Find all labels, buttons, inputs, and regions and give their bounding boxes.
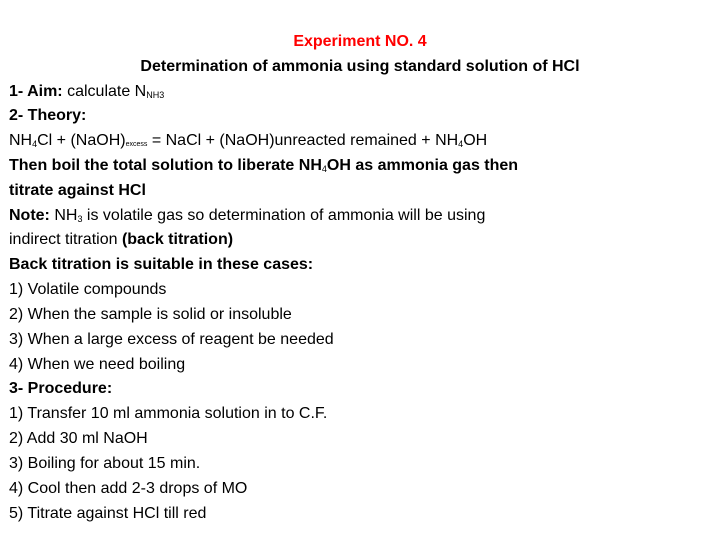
boil-part-b: OH as ammonia gas then (326, 157, 519, 174)
eq-sub-b: excess (125, 141, 148, 148)
procedure-step: 1) Transfer 10 ml ammonia solution in to C.F. (9, 405, 328, 422)
theory-heading: 2- Theory: (9, 107, 87, 124)
note-part-a: NH (49, 207, 78, 224)
note-line-2 (9, 230, 233, 250)
eq-part-d: OH (463, 132, 488, 149)
experiment-subtitle: Determination of ammonia using standard solution of HCl (140, 58, 580, 75)
aim-line (9, 82, 164, 103)
eq-sub-c: 4 (458, 139, 464, 149)
eq-part-c: = NaCl + (NaOH)unreacted remained + NH (147, 132, 459, 149)
note-sub: 3 (77, 214, 83, 224)
note2-part-a: indirect titration (9, 231, 122, 248)
back-titration-heading: Back titration is suitable in these cases: (9, 256, 314, 273)
boil-part-a: Then boil the total solution to liberate NH (9, 157, 322, 174)
eq-sub-a: 4 (32, 139, 38, 149)
eq-part-a: NH (9, 132, 33, 149)
experiment-title: Experiment NO. 4 (293, 33, 427, 50)
boil-sub: 4 (321, 164, 327, 174)
procedure-step: 2) Add 30 ml NaOH (9, 430, 148, 447)
case-item: 2) When the sample is solid or insoluble (9, 306, 292, 323)
aim-label: 1- Aim: (9, 83, 63, 100)
reaction-equation (9, 131, 487, 154)
note2-part-b: (back titration) (121, 231, 234, 248)
procedure-step: 4) Cool then add 2-3 drops of MO (9, 480, 248, 497)
procedure-step: 3) Boiling for about 15 min. (9, 455, 201, 472)
boil-line-2: titrate against HCl (9, 182, 146, 199)
procedure-heading: 3- Procedure: (9, 380, 113, 397)
case-item: 3) When a large excess of reagent be needed (9, 331, 334, 348)
aim-text: calculate N (62, 83, 147, 100)
procedure-step: 5) Titrate against HCl till red (9, 505, 207, 522)
note-label: Note: (9, 207, 50, 224)
note-part-b: is volatile gas so determination of ammonia will be using (82, 207, 486, 224)
eq-part-b: Cl + (NaOH) (37, 132, 126, 149)
boil-line (9, 156, 518, 177)
case-item: 4) When we need boiling (9, 356, 186, 373)
aim-subscript: NH3 (146, 90, 165, 100)
note-line (9, 206, 485, 227)
case-item: 1) Volatile compounds (9, 281, 167, 298)
